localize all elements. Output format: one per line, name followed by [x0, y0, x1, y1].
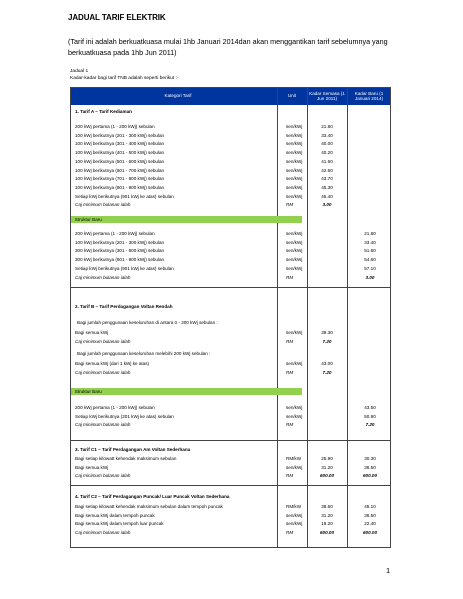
row-current-rate: 31.20: [321, 464, 333, 470]
row-unit: sen/kWj: [286, 184, 303, 190]
table-row: [70, 529, 391, 537]
header-new-rate: Kadar Baru (1 Januari 2014): [354, 90, 384, 101]
document-title: JADUAL TARIF ELEKTRIK: [68, 13, 166, 22]
row-current-rate: 40.00: [321, 141, 333, 147]
table-row: [70, 132, 391, 140]
row-unit: sen/kWj: [286, 330, 303, 335]
row-unit: RM: [286, 422, 294, 428]
table-row: [70, 512, 391, 520]
table-row: [70, 464, 391, 472]
table-row: [70, 421, 391, 429]
row-current-rate: 600.00: [319, 473, 335, 479]
row-new-rate: 43.50: [364, 405, 376, 410]
row-unit: sen/kWj: [286, 141, 303, 147]
row-current-rate: 19.20: [321, 521, 333, 527]
table-row: [70, 149, 391, 157]
row-current-rate: 38.60: [321, 504, 333, 509]
document-subtitle: (Tarif ini adalah berkuatkuasa mulai 1hb Januari 2014dan akan menggantikan tarif sebelumnya yang berkuatkuasa pada 1hb Jun 2011): [68, 37, 388, 57]
table-row: [70, 123, 391, 131]
row-unit: sen/kWj: [286, 167, 303, 173]
row-unit: sen/kWj: [286, 132, 303, 138]
row-description: Caj minimum bulanan ialah: [75, 530, 131, 536]
section-note-text: Bagi jumlah penggunaan keseluruhan di antara 0 - 200 kWj sebulan :: [77, 320, 218, 325]
row-unit: sen/kWj: [286, 150, 303, 156]
table-row: [70, 360, 391, 368]
row-new-rate: 600.00: [362, 473, 378, 479]
row-new-rate: 54.60: [364, 257, 376, 263]
row-description: 100 kWj berikutnya (201 - 300 kWj) sebulan: [75, 132, 165, 138]
row-unit: RM: [286, 202, 294, 208]
section-note: [70, 319, 391, 327]
row-new-rate: 36.50: [364, 512, 376, 518]
table-row: [70, 167, 391, 175]
row-description: Caj minimum bulanan ialah: [75, 338, 131, 344]
table-row: [70, 338, 391, 346]
row-unit: sen/kWj: [286, 176, 303, 182]
row-current-rate: 21.80: [321, 124, 333, 129]
row-new-rate: 45.10: [364, 504, 376, 509]
table-row: [70, 472, 391, 480]
section-note-text: Bagi jumlah penggunaan keseluruhan melebihi 200 kWj sebulan :: [77, 351, 211, 356]
row-description: Setiap kWj berikutnya (901 kWj ke atas) sebulan: [75, 193, 174, 199]
section-heading-text: 1. Tarif A – Tarif Kediaman: [75, 109, 132, 114]
row-description: 100 kWj berikutnya (401 - 500 kWj) sebulan: [75, 150, 165, 156]
row-description: Caj minimum bulanan ialah: [75, 369, 131, 375]
row-description: 100 kWj berikutnya (201 - 300 kWj) sebulan: [75, 239, 165, 245]
row-description: Caj minimum bulanan ialah: [75, 473, 131, 479]
row-unit: sen/kWj: [286, 193, 303, 199]
table-row: [70, 184, 391, 192]
row-description: 100 kWj berikutnya (701 - 800 kWj) sebulan: [75, 176, 165, 182]
row-current-rate: 39.30: [321, 330, 333, 335]
table-row: [70, 369, 391, 377]
row-unit: sen/kWj: [286, 361, 303, 366]
row-description: Bagi semua kWj: [75, 330, 109, 335]
row-unit: sen/kWj: [286, 512, 303, 518]
row-description: Setiap kWj berikutnya (201 kWj ke atas) sebulan: [75, 413, 174, 419]
row-unit: RM: [286, 338, 294, 344]
table-row: [70, 256, 391, 264]
row-description: 300 kWj berikutnya (601 - 900 kWj) sebulan: [75, 257, 165, 263]
row-unit: RM: [286, 473, 294, 479]
row-current-rate: 40.20: [321, 150, 333, 156]
row-new-rate: 57.10: [364, 265, 376, 271]
table-row: [70, 329, 391, 337]
section-divider: [70, 287, 391, 288]
table-row: [70, 239, 391, 247]
section-heading-c1: [70, 446, 391, 454]
row-unit: sen/kWj: [286, 464, 303, 470]
row-unit: RM: [286, 274, 294, 280]
row-current-rate: 43.70: [321, 176, 333, 182]
table-row: [70, 230, 391, 238]
row-current-rate: 45.30: [321, 184, 333, 190]
row-description: Caj minimum bulanan ialah: [75, 202, 131, 208]
row-description: 100 kWj berikutnya (601 - 700 kWj) sebulan: [75, 167, 165, 173]
section-note: [70, 350, 391, 358]
table-row: [70, 158, 391, 166]
row-current-rate: 3.00: [322, 202, 332, 208]
row-new-rate: 21.80: [364, 231, 376, 236]
row-description: Bagi semua kWj (dari 1 kWj ke atas): [75, 361, 150, 366]
row-new-rate: 7.20: [365, 422, 375, 428]
table-row: [70, 140, 391, 148]
section-heading-c2: [70, 493, 391, 501]
row-new-rate: 22.40: [364, 521, 376, 527]
section-heading-a: [70, 108, 391, 116]
row-current-rate: 45.40: [321, 193, 333, 199]
row-new-rate: 600.00: [362, 530, 378, 536]
new-structure-band: Struktur Baru: [71, 216, 302, 223]
section-heading-text: 2. Tarif B – Tarif Perdagangan Voltan Rendah: [75, 304, 173, 309]
table-row: [70, 193, 391, 201]
table-row: [70, 520, 391, 528]
row-unit: sen/kWj: [286, 413, 303, 419]
row-unit: sen/kWj: [286, 231, 303, 236]
row-description: Caj minimum bulanan ialah: [75, 422, 131, 428]
row-current-rate: 7.20: [322, 369, 332, 375]
row-description: 100 kWj berikutnya (501 - 600 kWj) sebulan: [75, 158, 165, 164]
row-description: 100 kWj berikutnya (301 - 400 kWj) sebulan: [75, 141, 165, 147]
row-unit: sen/kWj: [286, 239, 303, 245]
table-intro: Kadar-kadar bagi tarif TNB adalah seperti berikut :-: [70, 76, 179, 81]
table-row: [70, 175, 391, 183]
row-description: Bagi setiap kilowatt kehendak maksimum sebulan dalam tempoh puncak: [75, 504, 223, 509]
row-description: Caj minimum bulanan ialah: [75, 274, 131, 280]
row-description: 200 kWj pertama (1 - 200 kWj) sebulan: [75, 231, 155, 236]
table-label: Jadual 1: [70, 69, 89, 74]
section-divider: [70, 485, 391, 486]
row-description: 200 kWj pertama (1 - 200 kWj) sebulan: [75, 124, 155, 129]
section-heading-b: [70, 303, 391, 311]
row-unit: sen/kWj: [286, 265, 303, 271]
row-description: 300 kWj berikutnya (301 - 600 kWj) sebulan: [75, 248, 165, 254]
row-current-rate: 33.40: [321, 132, 333, 138]
row-new-rate: 3.00: [365, 274, 375, 280]
row-unit: sen/kWj: [286, 124, 303, 129]
row-current-rate: 600.00: [319, 530, 335, 536]
row-unit: RM: [286, 369, 294, 375]
table-row: [70, 503, 391, 511]
table-row: [70, 274, 391, 282]
row-new-rate: 36.50: [364, 464, 376, 470]
row-description: 100 kWj berikutnya (801 - 900 kWj) sebulan: [75, 184, 165, 190]
table-row: [70, 455, 391, 463]
section-divider: [70, 440, 391, 441]
header-category: Kategori Tarif: [164, 93, 192, 99]
table-row: [70, 247, 391, 255]
row-description: Bagi semua kWj dalam tempoh luar puncak: [75, 521, 164, 527]
table-row: [70, 413, 391, 421]
row-current-rate: 25.90: [321, 456, 333, 461]
row-description: Bagi semua kWj: [75, 464, 109, 470]
row-unit: sen/kWj: [286, 158, 303, 164]
row-description: Bagi setiap kilowatt kehendak maksimum sebulan: [75, 456, 177, 461]
row-unit: sen/kWj: [286, 248, 303, 254]
row-unit: RM: [286, 530, 294, 536]
table-row: [70, 265, 391, 273]
header-unit: Unit: [287, 93, 297, 99]
row-description: 200 kWj pertama (1 - 200 kWj) sebulan: [75, 405, 155, 410]
row-unit: sen/kWj: [286, 521, 303, 527]
row-current-rate: 7.20: [322, 338, 332, 344]
section-heading-text: 3. Tarif C1 – Tarif Perdagangan Am Voltan Sederhana: [75, 447, 191, 452]
table-row: [70, 404, 391, 412]
section-heading-text: 4. Tarif C2 – Tarif Perdagangan Puncak/ Luar Puncak Voltan Sederhana: [75, 494, 230, 499]
row-unit: sen/kWj: [286, 257, 303, 263]
header-current-rate: Kadar Semasa (1 Jun 2011): [309, 90, 345, 101]
row-new-rate: 30.30: [364, 456, 376, 461]
row-new-rate: 50.90: [364, 413, 376, 419]
row-description: Bagi semua kWj dalam tempoh puncak: [75, 512, 155, 518]
row-current-rate: 41.60: [321, 158, 333, 164]
table-row: [70, 201, 391, 209]
row-new-rate: 51.60: [364, 248, 376, 254]
row-unit: RM/kW: [286, 504, 302, 509]
tariff-table: [70, 87, 391, 548]
page-number: 1: [386, 566, 391, 575]
row-current-rate: 43.00: [321, 361, 333, 366]
new-structure-band: Struktur Baru: [71, 388, 302, 395]
row-unit: sen/kWj: [286, 405, 303, 410]
row-current-rate: 42.60: [321, 167, 333, 173]
row-unit: RM/kW: [286, 456, 302, 461]
row-new-rate: 33.40: [364, 239, 376, 245]
row-current-rate: 31.20: [321, 512, 333, 518]
row-description: Setiap kWj berikutnya (901 kWj ke atas) sebulan: [75, 265, 174, 271]
